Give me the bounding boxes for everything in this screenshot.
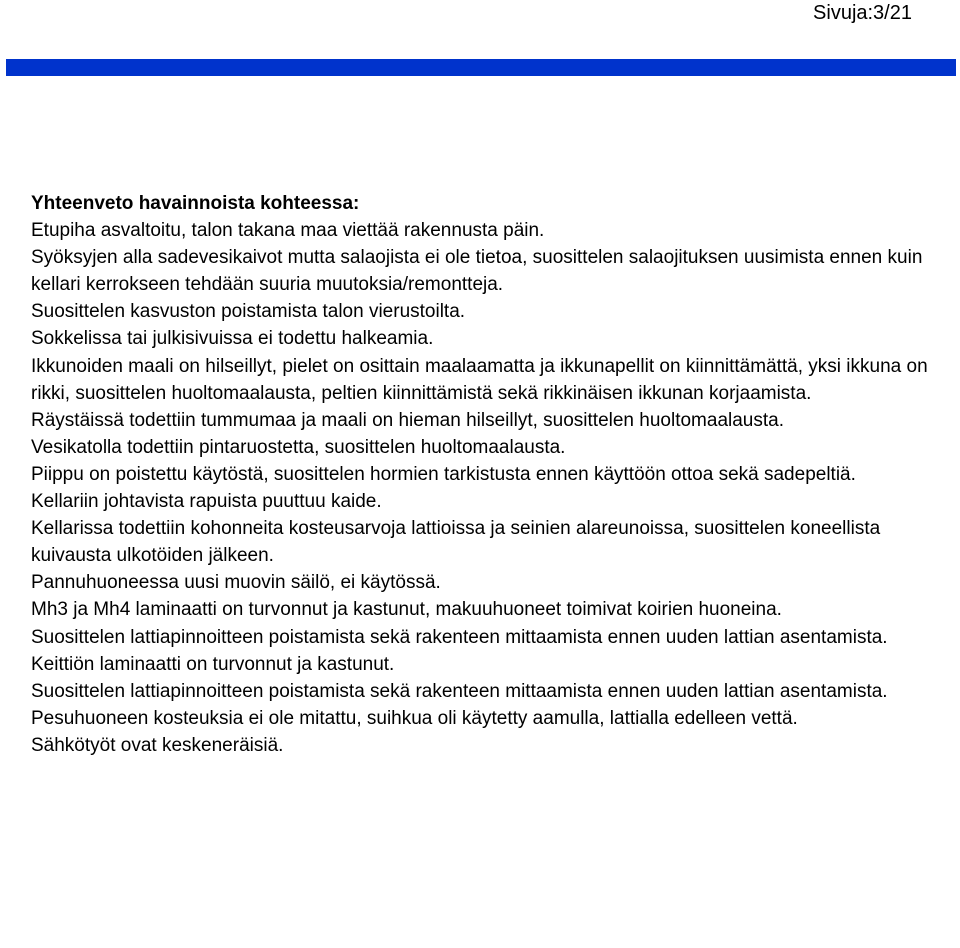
summary-paragraph: Piippu on poistettu käytöstä, suosittelen hormien tarkistusta ennen käyttöön ottoa sekä sadepeltiä. [31,463,856,485]
summary-paragraph: Sokkelissa tai julkisivuissa ei todettu halkeamia. [31,328,434,350]
summary-paragraph: Suosittelen lattiapinnoitteen poistamista sekä rakenteen mittaamista ennen uuden lattian asentamista. [31,626,888,648]
page-number: Sivuja:3/21 [813,2,912,24]
summary-paragraph: Vesikatolla todettiin pintaruostetta, suosittelen huoltomaalausta. [31,436,566,458]
summary-paragraph: Kellariin johtavista rapuista puuttuu kaide. [31,491,382,513]
summary-paragraph: Räystäissä todettiin tummumaa ja maali on hieman hilseillyt, suosittelen huoltomaalausta. [31,409,784,431]
summary-paragraph: Sähkötyöt ovat keskeneräisiä. [31,734,284,756]
header-bar [6,59,956,76]
summary-paragraph: Suosittelen kasvuston poistamista talon vierustoilta. [31,301,466,323]
summary-section [31,190,941,759]
summary-paragraph: Keittiön laminaatti on turvonnut ja kastunut. [31,653,395,675]
summary-paragraph: Syöksyjen alla sadevesikaivot mutta salaojista ei ole tietoa, suosittelen salaojituksen uusimista ennen kuin kellari kerrokseen tehdään suuria muutoksia/remontteja. [31,247,923,296]
summary-paragraph: Mh3 ja Mh4 laminaatti on turvonnut ja kastunut, makuuhuoneet toimivat koirien huoneina. [31,599,782,621]
summary-paragraph: Etupiha asvaltoitu, talon takana maa viettää rakennusta päin. [31,220,545,242]
summary-paragraph: Pesuhuoneen kosteuksia ei ole mitattu, suihkua oli käytetty aamulla, lattialla edelleen vettä. [31,707,798,729]
summary-paragraph: Ikkunoiden maali on hilseillyt, pielet on osittain maalaamatta ja ikkunapellit on kiinnittämättä, yksi ikkuna on rikki, suosittelen huoltomaalausta, peltien kiinnittämistä sekä rikkinäisen ikkunan korjaamista. [31,355,928,404]
summary-paragraph: Suosittelen lattiapinnoitteen poistamista sekä rakenteen mittaamista ennen uuden lattian asentamista. [31,680,888,702]
summary-paragraph: Pannuhuoneessa uusi muovin säilö, ei käytössä. [31,572,441,594]
summary-heading: Yhteenveto havainnoista kohteessa: [31,193,360,214]
summary-paragraph: Kellarissa todettiin kohonneita kosteusarvoja lattioissa ja seinien alareunoissa, suosittelen koneellista kuivausta ulkotöiden jälkeen. [31,518,881,567]
